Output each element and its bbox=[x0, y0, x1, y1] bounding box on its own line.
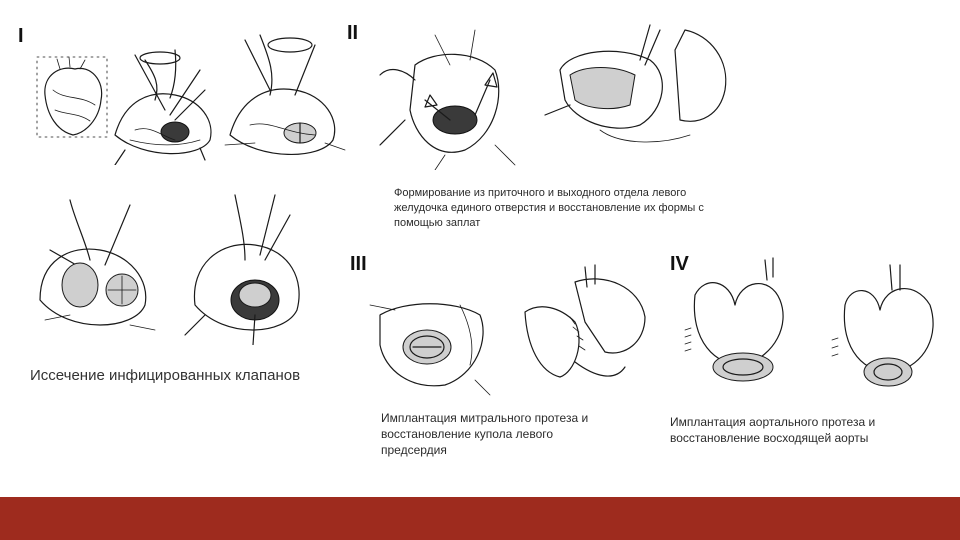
section-2-caption-line-1: Формирование из приточного и выходного отдела левого bbox=[394, 187, 687, 199]
section-3-caption-line-3: предсердия bbox=[381, 443, 447, 458]
section-4-caption bbox=[670, 414, 875, 446]
valve-excision-illustration-1 bbox=[105, 40, 225, 165]
ventricle-reconstruction-illustration-1 bbox=[375, 25, 530, 170]
section-4-caption-line-2: восстановление восходящей аорты bbox=[670, 431, 869, 446]
aortic-implant-illustration-1 bbox=[675, 255, 810, 400]
section-4-caption-line-1: Имплантация аортального протеза и bbox=[670, 415, 876, 429]
valve-excision-illustration-2 bbox=[215, 25, 350, 165]
section-2-numeral: II bbox=[347, 22, 359, 44]
section-2-caption-line-3: помощью заплат bbox=[394, 216, 481, 229]
section-3-caption bbox=[381, 410, 588, 459]
aortic-implant-illustration-2 bbox=[820, 260, 950, 400]
section-3-caption-line-2: восстановление купола левого bbox=[381, 427, 554, 442]
section-3-numeral: III bbox=[350, 253, 367, 275]
heart-overview-illustration bbox=[35, 55, 110, 140]
valve-excision-illustration-3 bbox=[30, 190, 160, 340]
mitral-implant-illustration-2 bbox=[515, 262, 655, 402]
footer-accent-bar bbox=[0, 497, 960, 540]
valve-excision-illustration-4 bbox=[175, 185, 315, 345]
section-1-caption: Иссечение инфицированных клапанов bbox=[30, 367, 301, 384]
section-1-numeral: I bbox=[18, 25, 24, 47]
section-2-caption-line-2: желудочка единого отверстия и восстановление их формы с bbox=[394, 201, 704, 214]
section-4-numeral: IV bbox=[670, 253, 689, 275]
ventricle-reconstruction-illustration-2 bbox=[540, 20, 740, 155]
section-2-caption bbox=[394, 186, 704, 231]
mitral-implant-illustration-1 bbox=[365, 285, 500, 400]
section-3-caption-line-1: Имплантация митрального протеза и bbox=[381, 411, 589, 425]
